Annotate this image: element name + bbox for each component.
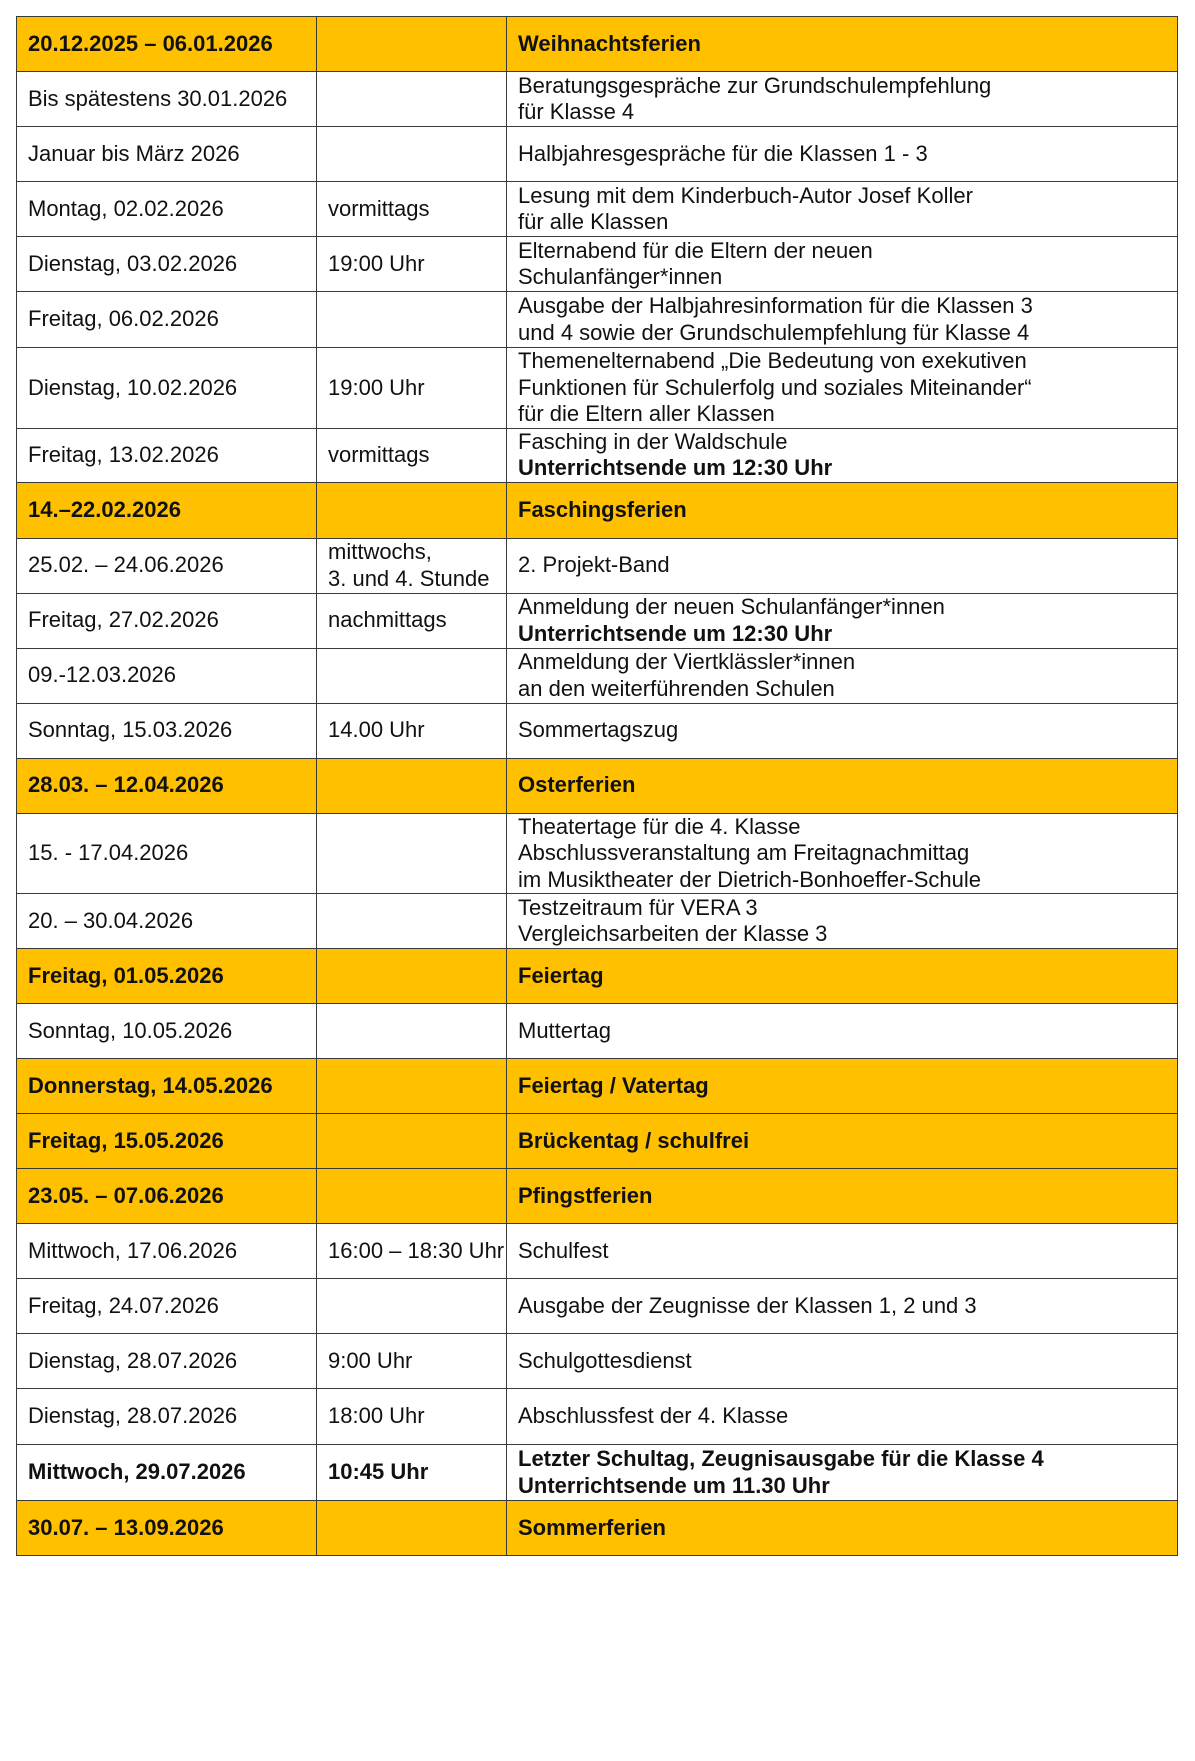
date-cell (17, 758, 317, 813)
event-text: Schulanfänger*innen (518, 264, 723, 289)
event-row (17, 1389, 1178, 1445)
event-cell (507, 292, 1178, 348)
time-cell (317, 1059, 507, 1114)
holiday-row (17, 1169, 1178, 1224)
date-text: Freitag, 06.02.2026 (28, 306, 219, 332)
date-text: Freitag, 15.05.2026 (28, 1127, 224, 1153)
event-text: 2. Projekt-Band (518, 552, 670, 578)
event-row (17, 1004, 1178, 1059)
event-cell (507, 813, 1178, 894)
event-text: Weihnachtsferien (518, 30, 701, 56)
event-cell (507, 703, 1178, 758)
event-row (17, 1445, 1178, 1501)
date-cell (17, 182, 317, 237)
event-text: Feiertag / Vatertag (518, 1072, 709, 1098)
date-text: Dienstag, 28.07.2026 (28, 1347, 238, 1373)
event-row (17, 813, 1178, 894)
time-cell (317, 1169, 507, 1224)
event-text: Testzeitraum für VERA 3 (518, 894, 758, 920)
date-cell (17, 1169, 317, 1224)
event-cell (507, 894, 1178, 949)
date-text: Dienstag, 28.07.2026 (28, 1403, 238, 1429)
event-text: Faschingsferien (518, 496, 687, 522)
time-cell (317, 1224, 507, 1279)
event-cell (507, 1114, 1178, 1169)
time-text: 19:00 Uhr (328, 374, 425, 400)
event-row (17, 348, 1178, 429)
holiday-row (17, 949, 1178, 1004)
calendar-body (17, 17, 1178, 1556)
event-text: Sommerferien (518, 1514, 666, 1540)
time-cell (317, 593, 507, 648)
time-cell (317, 292, 507, 348)
event-cell (507, 1059, 1178, 1114)
time-cell (317, 703, 507, 758)
event-cell (507, 1334, 1178, 1389)
event-text: für alle Klassen (518, 209, 669, 234)
time-text: vormittags (328, 441, 430, 467)
date-cell (17, 1445, 317, 1501)
event-row (17, 593, 1178, 648)
date-cell (17, 1059, 317, 1114)
event-text: Abschlussveranstaltung am Freitagnachmittag (518, 840, 970, 865)
event-text: Abschlussfest der 4. Klasse (518, 1403, 789, 1429)
date-text: 23.05. – 07.06.2026 (28, 1182, 224, 1208)
event-text: Themenelternabend „Die Bedeutung von exekutiven (518, 348, 1027, 373)
date-text: Sonntag, 10.05.2026 (28, 1017, 233, 1043)
time-cell (317, 538, 507, 593)
event-text: für die Eltern aller Klassen (518, 401, 775, 426)
time-cell (317, 72, 507, 127)
event-row (17, 538, 1178, 593)
time-cell (317, 237, 507, 292)
date-cell (17, 292, 317, 348)
date-cell (17, 1279, 317, 1334)
event-row (17, 72, 1178, 127)
event-text: Muttertag (518, 1017, 611, 1043)
time-text: 9:00 Uhr (328, 1347, 413, 1373)
time-cell (317, 894, 507, 949)
event-cell (507, 127, 1178, 182)
event-cell (507, 1389, 1178, 1445)
event-row (17, 428, 1178, 482)
time-cell (317, 182, 507, 237)
event-text: Funktionen für Schulerfolg und soziales Miteinander“ (518, 374, 1032, 400)
holiday-row (17, 758, 1178, 813)
event-text: Anmeldung der Viertklässler*innen (518, 649, 856, 674)
event-text: Ausgabe der Zeugnisse der Klassen 1, 2 und 3 (518, 1292, 977, 1318)
date-cell (17, 17, 317, 72)
event-text: Brückentag / schulfrei (518, 1127, 750, 1153)
date-text: Dienstag, 10.02.2026 (28, 374, 238, 400)
event-cell (507, 1169, 1178, 1224)
date-cell (17, 72, 317, 127)
date-text: Freitag, 27.02.2026 (28, 607, 219, 633)
event-text: Schulgottesdienst (518, 1347, 692, 1373)
time-text: 19:00 Uhr (328, 250, 425, 276)
time-cell (317, 949, 507, 1004)
event-text: und 4 sowie der Grundschulempfehlung für Klasse 4 (518, 319, 1030, 345)
time-text-line2: 3. und 4. Stunde (328, 565, 490, 591)
event-text: Osterferien (518, 772, 636, 798)
date-text: Mittwoch, 29.07.2026 (28, 1459, 246, 1485)
school-calendar-table (16, 16, 1178, 1556)
date-cell (17, 237, 317, 292)
event-note-bold: Unterrichtsende um 12:30 Uhr (518, 455, 833, 480)
date-text: 15. - 17.04.2026 (28, 840, 189, 865)
time-cell (317, 1279, 507, 1334)
event-cell (507, 1004, 1178, 1059)
date-cell (17, 428, 317, 482)
date-text: Donnerstag, 14.05.2026 (28, 1072, 273, 1098)
time-text: 14.00 Uhr (328, 717, 425, 743)
date-text: 28.03. – 12.04.2026 (28, 772, 224, 798)
event-row (17, 894, 1178, 949)
event-cell (507, 1501, 1178, 1556)
time-cell (317, 1334, 507, 1389)
event-cell (507, 949, 1178, 1004)
date-cell (17, 1224, 317, 1279)
event-text: Fasching in der Waldschule (518, 428, 788, 454)
date-cell (17, 1501, 317, 1556)
time-text: 10:45 Uhr (328, 1459, 429, 1485)
event-text: Elternabend für die Eltern der neuen (518, 237, 873, 263)
event-text: Letzter Schultag, Zeugnisausgabe für die Klasse 4 (518, 1446, 1044, 1471)
date-cell (17, 1334, 317, 1389)
event-row (17, 1334, 1178, 1389)
event-text: an den weiterführenden Schulen (518, 675, 835, 701)
date-text: Freitag, 13.02.2026 (28, 441, 219, 467)
date-text: Dienstag, 03.02.2026 (28, 250, 238, 276)
event-cell (507, 538, 1178, 593)
date-text: Freitag, 01.05.2026 (28, 962, 224, 988)
event-cell (507, 182, 1178, 237)
event-text: Sommertagszug (518, 717, 679, 743)
holiday-row (17, 1114, 1178, 1169)
event-text: Unterrichtsende um 11.30 Uhr (518, 1472, 830, 1498)
date-cell (17, 482, 317, 538)
time-text: 16:00 – 18:30 Uhr (328, 1237, 505, 1263)
event-cell (507, 648, 1178, 703)
date-text: Januar bis März 2026 (28, 140, 240, 166)
event-cell (507, 758, 1178, 813)
date-text: Bis spätestens 30.01.2026 (28, 85, 288, 111)
time-text: mittwochs, (328, 539, 432, 564)
time-text: nachmittags (328, 607, 447, 633)
event-text: Beratungsgespräche zur Grundschulempfehlung (518, 72, 992, 98)
date-cell (17, 949, 317, 1004)
event-cell (507, 1224, 1178, 1279)
event-text: Pfingstferien (518, 1182, 653, 1208)
time-cell (317, 813, 507, 894)
event-cell (507, 428, 1178, 482)
event-cell (507, 482, 1178, 538)
holiday-row (17, 1501, 1178, 1556)
event-row (17, 648, 1178, 703)
time-cell (317, 482, 507, 538)
event-row (17, 1279, 1178, 1334)
holiday-row (17, 17, 1178, 72)
event-text: im Musiktheater der Dietrich-Bonhoeffer-Schule (518, 866, 982, 892)
time-cell (317, 348, 507, 429)
date-text: Mittwoch, 17.06.2026 (28, 1237, 238, 1263)
event-cell (507, 1445, 1178, 1501)
time-cell (317, 17, 507, 72)
time-cell (317, 127, 507, 182)
event-row (17, 127, 1178, 182)
date-cell (17, 1114, 317, 1169)
date-text: 09.-12.03.2026 (28, 662, 177, 688)
event-cell (507, 237, 1178, 292)
event-cell (507, 1279, 1178, 1334)
date-cell (17, 648, 317, 703)
event-row (17, 703, 1178, 758)
event-row (17, 292, 1178, 348)
event-text: für Klasse 4 (518, 99, 635, 124)
event-text: Anmeldung der neuen Schulanfänger*innen (518, 594, 945, 619)
time-cell (317, 1501, 507, 1556)
event-cell (507, 348, 1178, 429)
event-cell (507, 17, 1178, 72)
time-text: 18:00 Uhr (328, 1403, 425, 1429)
event-cell (507, 593, 1178, 648)
event-text: Ausgabe der Halbjahresinformation für die Klassen 3 (518, 293, 1033, 318)
event-text: Halbjahresgespräche für die Klassen 1 - 3 (518, 140, 928, 166)
time-cell (317, 1445, 507, 1501)
event-text: Lesung mit dem Kinderbuch-Autor Josef Koller (518, 182, 973, 208)
date-text: 25.02. – 24.06.2026 (28, 552, 224, 578)
event-text: Feiertag (518, 962, 604, 988)
date-text: Freitag, 24.07.2026 (28, 1292, 219, 1318)
date-cell (17, 894, 317, 949)
date-cell (17, 538, 317, 593)
time-cell (317, 1389, 507, 1445)
date-text: Montag, 02.02.2026 (28, 195, 224, 221)
date-cell (17, 593, 317, 648)
event-row (17, 1224, 1178, 1279)
time-text: vormittags (328, 195, 430, 221)
holiday-row (17, 1059, 1178, 1114)
event-text: Schulfest (518, 1237, 609, 1263)
event-text: Vergleichsarbeiten der Klasse 3 (518, 921, 828, 946)
time-cell (317, 1114, 507, 1169)
date-text: 20.12.2025 – 06.01.2026 (28, 30, 273, 56)
date-text: 30.07. – 13.09.2026 (28, 1514, 224, 1540)
holiday-row (17, 482, 1178, 538)
time-cell (317, 758, 507, 813)
date-text: 20. – 30.04.2026 (28, 907, 194, 933)
event-cell (507, 72, 1178, 127)
time-cell (317, 1004, 507, 1059)
time-cell (317, 648, 507, 703)
date-text: 14.–22.02.2026 (28, 496, 181, 522)
date-cell (17, 127, 317, 182)
time-cell (317, 428, 507, 482)
date-text: Sonntag, 15.03.2026 (28, 717, 233, 743)
event-note-bold: Unterrichtsende um 12:30 Uhr (518, 620, 833, 646)
date-cell (17, 813, 317, 894)
date-cell (17, 1004, 317, 1059)
event-text: Theatertage für die 4. Klasse (518, 813, 801, 839)
event-row (17, 182, 1178, 237)
date-cell (17, 703, 317, 758)
date-cell (17, 348, 317, 429)
event-row (17, 237, 1178, 292)
date-cell (17, 1389, 317, 1445)
